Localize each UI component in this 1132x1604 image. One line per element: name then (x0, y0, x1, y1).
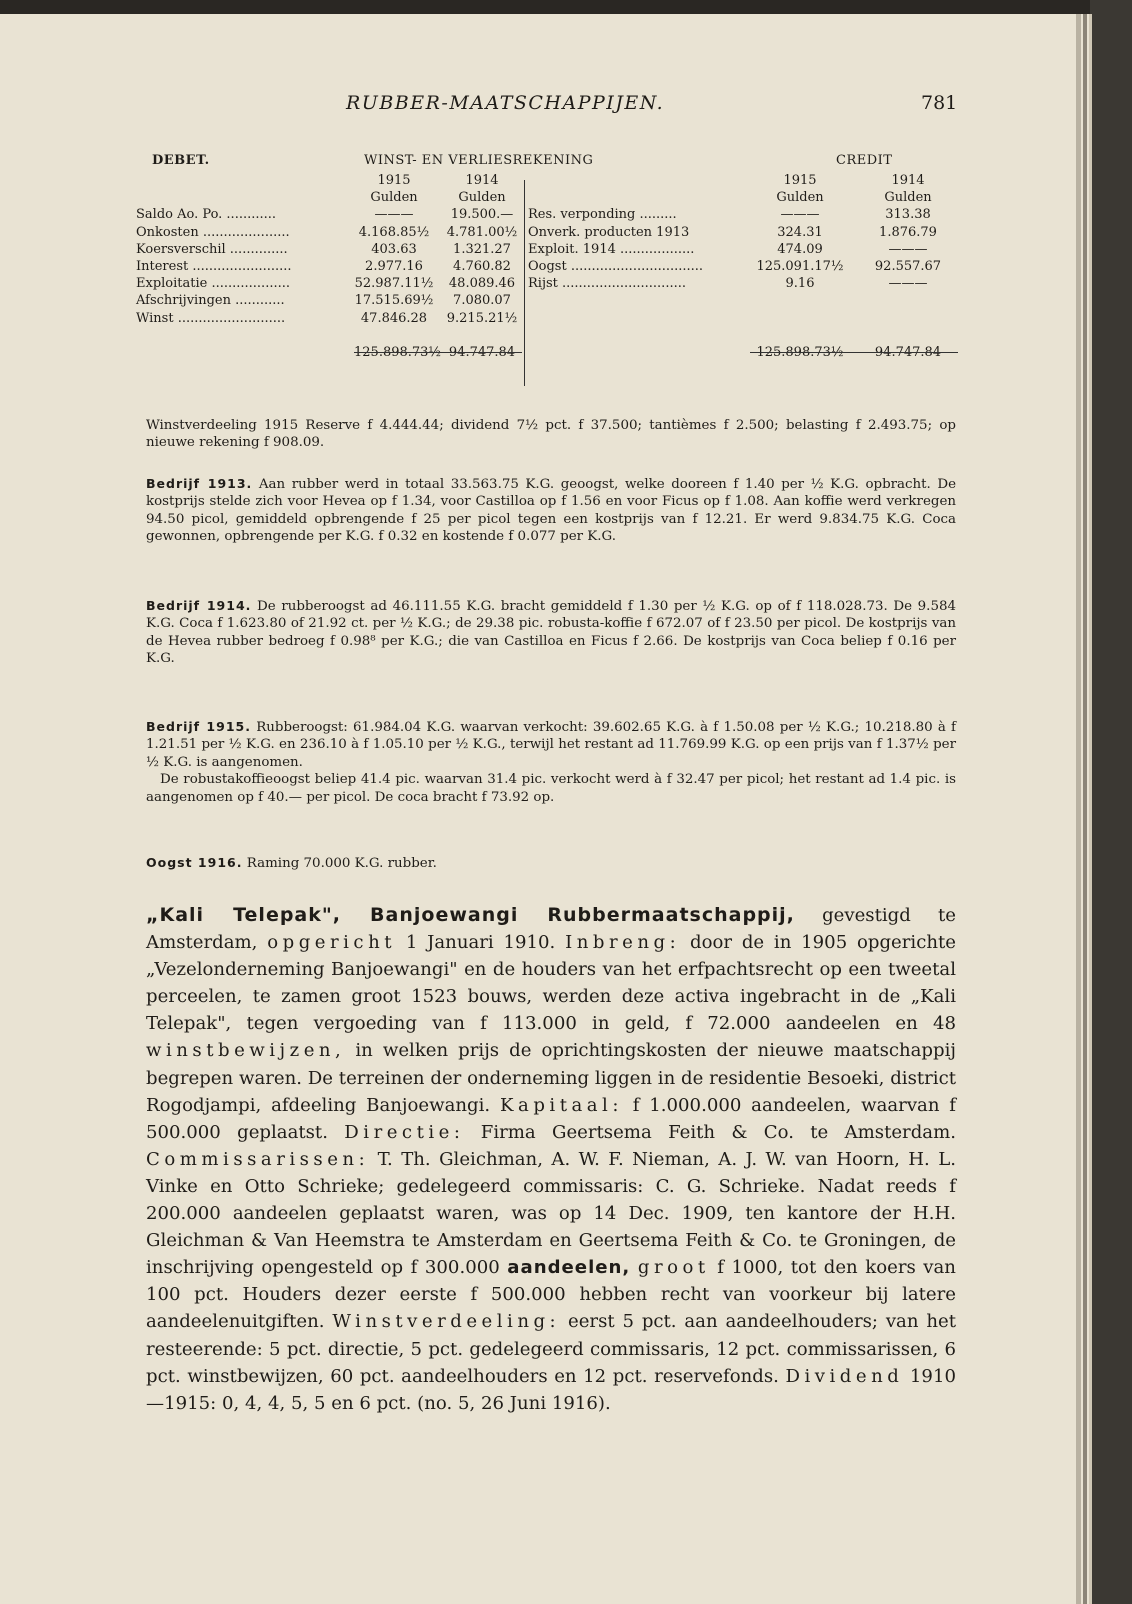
debet-year-1915: 1915 (377, 173, 411, 188)
oogst-1916-section (146, 854, 956, 872)
credit-value-1914: 1.876.79 (879, 224, 937, 240)
winstverdeeling-para (146, 417, 956, 452)
scan-top-border (0, 0, 1132, 14)
credit-unit-row (528, 189, 962, 206)
credit-total-1915: 125.898.73½ (756, 344, 844, 360)
credit-row (528, 241, 962, 258)
bedrijf-1913-label: Bedrijf 1913. (146, 476, 253, 491)
credit-year-1915: 1915 (783, 173, 817, 188)
debet-value-1915: 47.846.28 (360, 310, 428, 326)
spacer (528, 310, 962, 327)
credit-row-label: Res. verponding ......... (528, 207, 677, 223)
credit-total-rule (750, 352, 958, 353)
kali-text: f 1.000.000 aandeelen, waarvan f 500.000 geplaatst. (146, 1094, 956, 1143)
bedrijf-1915-text2: De robustakoffieoogst beliep 41.4 pic. waarvan 31.4 pic. verkocht werd à f 32.47 per picol; het restant ad 1.4 pic. is aangenomen op f 40.— per picol. De coca bracht f 73.92 op. (146, 772, 956, 805)
debet-row (136, 206, 524, 223)
kali-keyword-dividend: Dividend (785, 1365, 904, 1387)
spacer (528, 292, 962, 309)
credit-row-label: Exploit. 1914 .................. (528, 241, 695, 257)
credit-year-1914: 1914 (891, 173, 925, 188)
kali-telepak-entry (146, 902, 956, 1417)
debet-row (136, 224, 524, 241)
bedrijf-1915-label: Bedrijf 1915. (146, 719, 251, 734)
credit-unit-1914: Gulden (884, 190, 932, 206)
debet-year-row (136, 172, 524, 189)
debet-value-1914: 19.500.— (450, 207, 514, 223)
debet-row (136, 258, 524, 275)
debet-value-1914: 4.760.82 (453, 258, 511, 274)
debet-label: DEBET. (152, 153, 210, 168)
debet-value-1915: 17.515.69½ (354, 293, 434, 309)
kali-text: 1910—1915: 0, 4, 4, 5, 5 en 6 pct. (no. 5, 26 Juni 1916). (146, 1365, 956, 1414)
profit-loss-account (136, 152, 962, 392)
kali-keyword-aandeelen: aandeelen, (507, 1257, 631, 1279)
debet-value-1914: 7.080.07 (453, 293, 511, 309)
debet-value-1915: 4.168.85½ (358, 224, 430, 240)
kali-heading: „Kali Telepak", Banjoewangi Rubbermaatschappij, (146, 904, 795, 926)
credit-label: CREDIT (836, 153, 893, 168)
column-divider (524, 180, 525, 386)
credit-row (528, 206, 962, 223)
oogst-1916-text: Raming 70.000 K.G. rubber. (246, 856, 437, 871)
credit-row (528, 224, 962, 241)
kali-text: T. Th. Gleichman, A. W. F. Nieman, A. J. W. van Hoorn, H. L. Vinke en Otto Schrieke; gedelegeerd commissaris: C. G. Schrieke. Nadat reeds f 200.000 aandeelen geplaatst waren, was op 14 Dec. 1909, ten kantore der H.H. Gleichman & Van Heemstra te Amsterdam en Geertsema Feith & Co. te Groningen, de inschrijving opengesteld op f 300.000 (146, 1148, 956, 1279)
debet-row-label: Winst .......................... (136, 310, 286, 326)
kali-keyword-opgericht: opgericht (267, 932, 396, 954)
credit-row-label: Oogst ................................ (528, 258, 704, 274)
kali-text: Firma Geertsema Feith & Co. te Amsterdam. (480, 1121, 956, 1143)
credit-value-1914: 313.38 (885, 207, 931, 223)
kali-text: gevestigd te Amsterdam, (146, 905, 956, 954)
kali-text: door de in 1905 opgerichte „Vezelonderneming Banjoewangi" en de houders van het erfpachtsrecht op een tweetal perceelen, te zamen groot 1523 bouws, werden deze activa ingebracht in de „Kali Telepak", tegen vergoeding van f 113.000 in geld, f 72.000 aandeelen en 48 (146, 932, 956, 1035)
kali-keyword-groot: groot (637, 1257, 710, 1279)
page-edge (1083, 14, 1087, 1604)
page-edge (1089, 14, 1092, 1604)
credit-row (528, 275, 962, 292)
debet-row (136, 241, 524, 258)
debet-unit-row (136, 189, 524, 206)
credit-value-1914: 92.557.67 (874, 258, 942, 274)
kali-text: f 1000, tot den koers van 100 pct. Houders dezer eerste f 500.000 hebben recht van voorkeur bij latere aandeelenuitgiften. (146, 1257, 956, 1333)
kali-text: eerst 5 pct. aan aandeelhouders; van het resteerende: 5 pct. directie, 5 pct. gedelegeerd commissaris, 12 pct. commissarissen, 6 pct. winstbewijzen, 60 pct. aandeelhouders en 12 pct. reservefonds. (146, 1311, 956, 1387)
debet-year-1914: 1914 (465, 173, 499, 188)
winstverdeeling-text: Winstverdeeling 1915 Reserve f 4.444.44; dividend 7½ pct. f 37.500; tantièmes f 2.500; belasting f 2.493.75; op nieuwe rekening f 908.09. (146, 418, 956, 451)
kali-keyword-directie: Directie: (344, 1121, 465, 1143)
debet-row (136, 310, 524, 327)
debet-side (136, 172, 524, 361)
debet-row (136, 275, 524, 292)
debet-row (136, 292, 524, 309)
debet-value-1914: 1.321.27 (453, 241, 511, 257)
credit-value-1914: ——— (888, 241, 928, 257)
spacer (136, 327, 524, 344)
debet-total-rule (354, 352, 522, 353)
debet-total-1915: 125.898.73½ (354, 344, 442, 360)
debet-row-label: Afschrijvingen ............ (136, 293, 285, 309)
credit-row-label: Onverk. producten 1913 (528, 224, 690, 240)
debet-row-label: Onkosten ..................... (136, 224, 290, 240)
bedrijf-1915-section (146, 718, 956, 806)
debet-unit-1915: Gulden (370, 190, 418, 206)
kali-keyword-kapitaal: Kapitaal: (500, 1094, 623, 1116)
kali-keyword-winstbewijzen: winstbewijzen, (146, 1040, 346, 1062)
bedrijf-1914-section (146, 597, 956, 668)
debet-row-label: Interest ........................ (136, 258, 292, 274)
kali-keyword-inbreng: Inbreng: (565, 932, 681, 954)
debet-value-1915: 403.63 (371, 241, 417, 257)
debet-value-1914: 9.215.21½ (446, 310, 518, 326)
debet-row-label: Exploitatie ................... (136, 276, 290, 292)
kali-keyword-commissarissen: Commissarissen: (146, 1148, 370, 1170)
bedrijf-1914-text: De rubberoogst ad 46.111.55 K.G. bracht gemiddeld f 1.30 per ½ K.G. op of f 118.028.73. De 9.584 K.G. Coca f 1.623.80 of 21.92 ct. per ½ K.G.; de 29.38 pic. robusta-koffie f 672.07 of f 23.50 per picol. De kostprijs van de Hevea rubber bedroeg f 0.98⁸ per K.G.; die van Castilloa en Ficus f 2.66. De kostprijs van Coca beliep f 0.16 per K.G. (146, 599, 956, 667)
running-title: RUBBER-MAATSCHAPPIJEN. (346, 92, 665, 114)
bedrijf-1913-text: Aan rubber werd in totaal 33.563.75 K.G. geoogst, welke dooreen f 1.40 per ½ K.G. opbracht. De kostprijs stelde zich voor Hevea op f 1.34, voor Castilloa op f 1.56 en voor Ficus op f 1.08. Aan koffie werd verkregen 94.50 picol, gemiddeld opbrengende f 25 per picol tegen een kostprijs van f 12.21. Er werd 9.834.75 K.G. Coca gewonnen, opbrengende per K.G. f 0.32 en kostende f 0.077 per K.G. (146, 477, 957, 545)
debet-row-label: Saldo Ao. Po. ............ (136, 207, 277, 223)
credit-value-1915: 9.16 (785, 276, 815, 292)
kali-text: in welken prijs de oprichtingskosten der nieuwe maatschappij begrepen waren. De terreinen der onderneming liggen in de residentie Besoeki, district Rogodjampi, afdeeling Banjoewangi. (146, 1040, 956, 1116)
credit-year-row (528, 172, 962, 189)
credit-value-1915: 474.09 (777, 241, 823, 257)
debet-value-1915: ——— (374, 207, 414, 223)
page-header (0, 92, 1092, 122)
debet-value-1914: 4.781.00½ (446, 224, 518, 240)
credit-total-1914: 94.747.84 (874, 344, 942, 360)
credit-side (528, 172, 962, 361)
credit-row-label: Rijst .............................. (528, 276, 686, 292)
bedrijf-1915-text: Rubberoogst: 61.984.04 K.G. waarvan verkocht: 39.602.65 K.G. à f 1.50.08 per ½ K.G.; 10.218.80 à f 1.21.51 per ½ K.G. en 236.10 à f 1.05.10 per ½ K.G., terwijl het restant ad 11.769.99 K.G. op een prijs van f 1.37½ per ½ K.G. is aangenomen. (146, 720, 957, 770)
debet-value-1915: 2.977.16 (365, 258, 423, 274)
credit-unit-1915: Gulden (776, 190, 824, 206)
bedrijf-1913-section (146, 475, 956, 546)
oogst-1916-label: Oogst 1916. (146, 855, 243, 870)
scan-right-border (1090, 0, 1132, 1604)
debet-value-1914: 48.089.46 (448, 276, 516, 292)
bedrijf-1914-label: Bedrijf 1914. (146, 598, 252, 613)
page-edge (1076, 14, 1081, 1604)
debet-row-label: Koersverschil .............. (136, 241, 288, 257)
page-number: 781 (921, 92, 958, 114)
credit-row (528, 258, 962, 275)
kali-keyword-winstverdeeling: Winstverdeeling: (332, 1311, 561, 1333)
spacer (528, 327, 962, 344)
debet-total-1914: 94.747.84 (448, 344, 516, 360)
debet-unit-1914: Gulden (458, 190, 506, 206)
debet-value-1915: 52.987.11½ (354, 276, 434, 292)
credit-value-1915: 125.091.17½ (756, 258, 844, 274)
account-title: WINST- EN VERLIESREKENING (364, 153, 594, 168)
credit-value-1915: 324.31 (777, 224, 823, 240)
credit-value-1914: ——— (888, 276, 928, 292)
kali-text: 1 Januari 1910. (405, 932, 556, 954)
credit-value-1915: ——— (780, 207, 820, 223)
